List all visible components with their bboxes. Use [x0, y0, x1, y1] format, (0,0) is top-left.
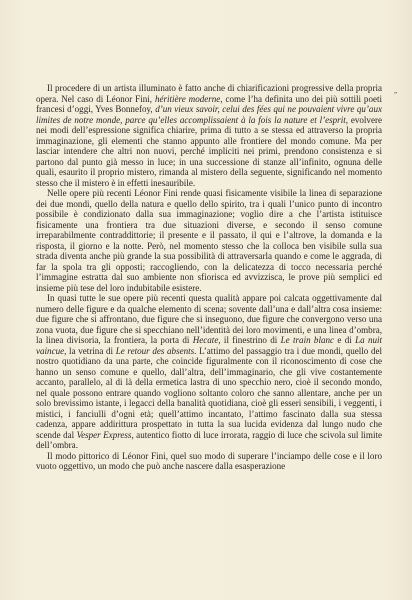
- paragraph-1: [36, 83, 382, 188]
- text-run: , autentico fiotto di luce irrorata, raggio di luce che scivola sul limite dell’ombra.: [36, 429, 382, 450]
- italic-run: héritière moderne: [154, 93, 221, 104]
- italic-run: La nuit vaincue: [36, 335, 383, 356]
- text-run: e di: [334, 335, 356, 345]
- text-run: , come l’ha definita uno dei più sottili poeti francesi d’oggi, Yves Bonnefoy,: [36, 93, 383, 114]
- italic-run: Hecate: [192, 335, 219, 345]
- text-run: Nelle opere più recenti Léonor Fini rende quasi fisicamente visibile la linea di separazione dei due mondi, quello della natura e quello dello spirito, tra i quali l’unico punto di incontro possibile è condizionato dalla sua immaginazione; voglio dire a che l’artista istituisce fisicamente una frontiera tra due situazioni diverse, e secondo il senso comune irreparabilmente contraddittorie; il presente e il passato, il qui e l’altrove, la domanda e la risposta, il giorno e la notte. Però, nel momento stesso che la colloca ben visibile sulla sua strada diventa anche più grande la sua possibilità di attraversarla quando e come le aggrada, di far la spola tra gli opposti; raccogliendo, con la delicatezza di tocco necessaria perché l’immagine estratta dal suo ambiente non sfiorisca ed avvizzisca, le prove più semplici ed insieme più tese del loro indubitabile esistere.: [36, 188, 382, 293]
- italic-run: d’un vieux savoir, celui des fées qui ne pouvaient vivre qu’aux limites de notre monde, parce qu’elles accomplissaient à la fois la nature et l’esprit: [36, 104, 382, 125]
- body-text: [36, 83, 382, 472]
- italic-run: Le train blanc: [280, 335, 335, 345]
- paragraph-2: [36, 188, 382, 293]
- text-run: , il finestrino di: [218, 335, 281, 345]
- text-run: In quasi tutte le sue opere più recenti questa qualità appare poi calcata oggettivamente dal numero delle figure e da qualche elemento di scena; sovente dall’una e dall’altra cosa insieme: due figure che si affrontano, due figure che si inseguono, due figure che convergono verso una zona vuota, due figure che si specchiano nell’identità dei loro movimenti, e una linea d’ombra, la linea divisoria, la frontiera, la porta di: [36, 293, 382, 345]
- text-run: , evolvere nei modi dell’espressione significa chiarire, prima di tutto a se stessa ed attraverso la propria immaginazione, gli elementi che stanno appunto alle frontiere del mondo comune. Ma per lasciar intendere che altri non nuovi, perché impliciti nei primi, prendono consistenza e si partono dal punto già messo in luce; in una successione di stanze all’infinito, ognuna delle quali, esaurito il proprio mistero, rimanda al mistero della seguente, significando nel momento stesso che il mistero è in effetti inesauribile.: [36, 114, 382, 188]
- paragraph-4: [36, 451, 382, 472]
- text-run: , la vetrina di: [64, 345, 116, 356]
- text-run: Il procedere di un artista illuminato è fatto anche di chiarificazioni progressive della propria opera. Nel caso di Léonor Fini,: [36, 83, 382, 104]
- italic-run: Le retour des absents: [115, 345, 195, 356]
- text-run: . L’attimo del passaggio tra i due mondi, quello del nostro quotidiano da una parte, che coincide figuralmente con il riconoscimento di cose che hanno un senso comune e quello, dall’altra, dell’immaginario, che gli vive costantemente accanto, parallelo, al di là della ermetica lastra di uno specchio nero, cioè il secondo mondo, nel quale possono entrare quando vogliono soltanto coloro che sanno allentare, anche per un solo brevissimo istante, i legacci della banalità quotidiana, cioè gli esseri sensibili, i veggenti, i mistici, i fanciulli d’ogni età; quell’attimo incantato, l’attimo fascinato dalla sua stessa cadenza, appare addirittura prospettato in tutta la sua lucida evidenza dal lungo nudo che scende dal: [36, 345, 382, 440]
- paragraph-3: [36, 293, 382, 451]
- text-run: Il modo pittorico di Léonor Fini, quel suo modo di superare l’inciampo delle cose e il loro vuoto oggettivo, un modo che può anche nascere dalla esasperazione: [36, 450, 382, 471]
- italic-run: Vesper Express: [76, 429, 132, 440]
- margin-mark: ”: [394, 91, 398, 99]
